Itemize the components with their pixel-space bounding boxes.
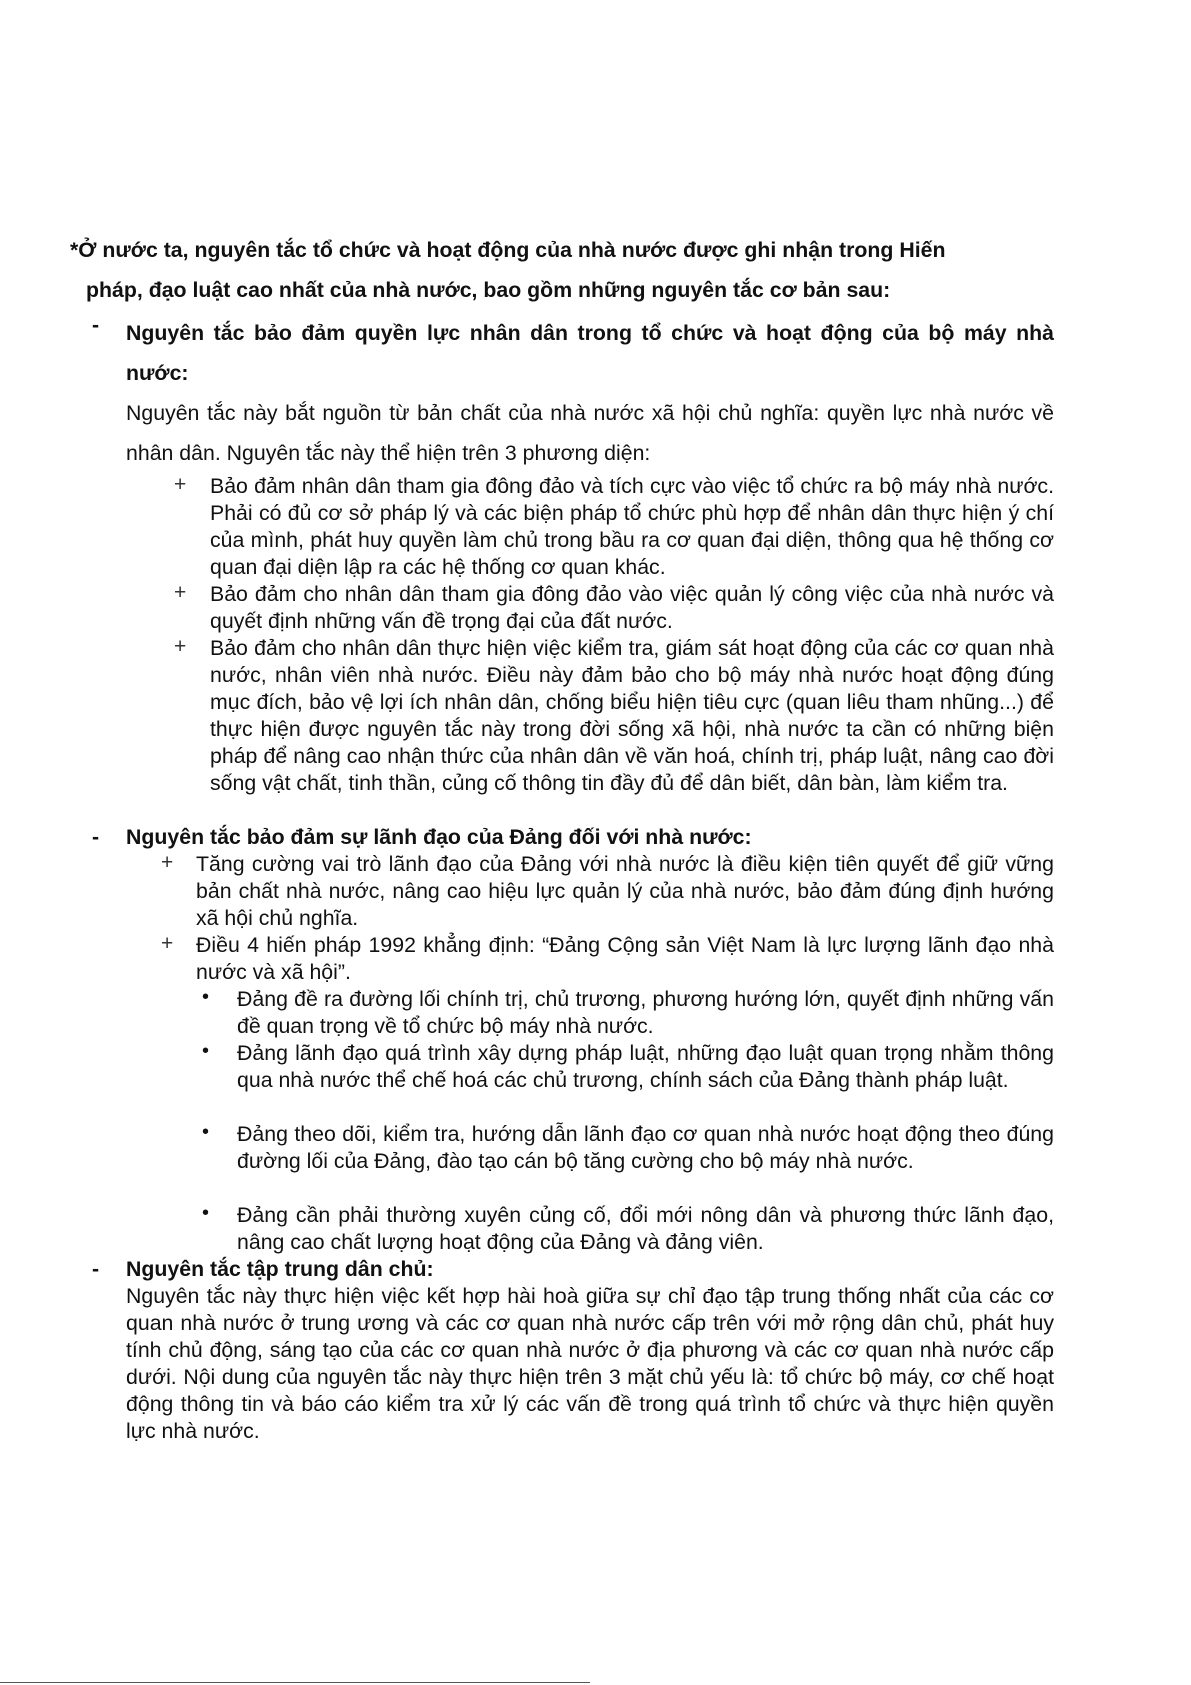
- section1-item-1-marker: +: [174, 473, 187, 496]
- intro-paragraph: [70, 230, 1055, 310]
- section1-item-2: Bảo đảm cho nhân dân tham gia đông đảo vào việc quản lý công việc của nhà nước và quyết định những vấn đề trọng đại của đất nước.: [210, 582, 1054, 633]
- section2-subitem-3-marker: •: [202, 1121, 210, 1143]
- section1-bullet: -: [92, 313, 100, 337]
- section1-item-3: Bảo đảm cho nhân dân thực hiện việc kiểm tra, giám sát hoạt động của các cơ quan nhà nước, nhân viên nhà nước. Điều này đảm bảo cho bộ máy nhà nước hoạt động đúng mục đích, bảo vệ lợi ích nhân dân, chống biểu hiện tiêu cực (quan liêu tham nhũng...) để thực hiện được nguyên tắc này trong đời sống xã hội, nhà nước ta cần có những biện pháp để nâng cao nhận thức của nhân dân về văn hoá, chính trị, pháp luật, nâng cao đời sống vật chất, tinh thần, củng cố thông tin đầy đủ để dân biết, dân bàn, làm kiểm tra.: [210, 636, 1054, 795]
- section1-body: Nguyên tắc này bắt nguồn từ bản chất của nhà nước xã hội chủ nghĩa: quyền lực nhà nước về nhân dân. Nguyên tắc này thể hiện trên 3 phương diện:: [126, 401, 1054, 465]
- section3-bullet: -: [92, 1257, 100, 1281]
- section2-subitem-1: Đảng đề ra đường lối chính trị, chủ trương, phương hướng lớn, quyết định những vấn đề quan trọng về tổ chức bộ máy nhà nước.: [237, 987, 1054, 1038]
- section1-item-3-marker: +: [174, 635, 187, 658]
- section3-body: Nguyên tắc này thực hiện việc kết hợp hài hoà giữa sự chỉ đạo tập trung thống nhất của các cơ quan nhà nước ở trung ương và các cơ quan nhà nước cấp trên với mở rộng dân chủ, phát huy tính chủ động, sáng tạo của các cơ quan nhà nước ở địa phương và các cơ quan nhà nước cấp dưới. Nội dung của nguyên tắc này thực hiện trên 3 mặt chủ yếu là: tổ chức bộ máy, cơ chế hoạt động thông tin và báo cáo kiểm tra xử lý các vấn đề trong quá trình tổ chức và thực hiện quyền lực nhà nước.: [126, 1284, 1054, 1443]
- section2-item-2: Điều 4 hiến pháp 1992 khẳng định: “Đảng Cộng sản Việt Nam là lực lượng lãnh đạo nhà nước và xã hội”.: [196, 933, 1054, 984]
- section2-subitem-1-marker: •: [202, 986, 210, 1008]
- section2-subitem-2: Đảng lãnh đạo quá trình xây dựng pháp luật, những đạo luật quan trọng nhằm thông qua nhà nước thể chế hoá các chủ trương, chính sách của Đảng thành pháp luật.: [237, 1041, 1054, 1092]
- section1-item-1: Bảo đảm nhân dân tham gia đông đảo và tích cực vào việc tổ chức ra bộ máy nhà nước. Phải có đủ cơ sở pháp lý và các biện pháp tổ chức phù hợp để nhân dân thực hiện ý chí của mình, phát huy quyền làm chủ trong bầu ra cơ quan đại diện, thông qua hệ thống cơ quan đại diện lập ra các hệ thống cơ quan khác.: [210, 474, 1054, 579]
- footer-divider: [0, 1682, 590, 1683]
- intro-line-1: *Ở nước ta, nguyên tắc tổ chức và hoạt động của nhà nước được ghi nhận trong Hiến: [70, 238, 946, 262]
- section3-heading: Nguyên tắc tập trung dân chủ:: [126, 1257, 434, 1281]
- section2-item-1-marker: +: [161, 851, 174, 874]
- section2-subitem-2-marker: •: [202, 1040, 210, 1062]
- intro-line-2: pháp, đạo luật cao nhất của nhà nước, bao gồm những nguyên tắc cơ bản sau:: [86, 278, 891, 302]
- section2-subitem-3: Đảng theo dõi, kiểm tra, hướng dẫn lãnh đạo cơ quan nhà nước hoạt động theo đúng đường lối của Đảng, đào tạo cán bộ tăng cường cho bộ máy nhà nước.: [237, 1122, 1054, 1173]
- section2-bullet: -: [92, 825, 100, 849]
- section1-item-2-marker: +: [174, 581, 187, 604]
- section2-subitem-4: Đảng cần phải thường xuyên củng cố, đổi mới nông dân và phương thức lãnh đạo, nâng cao chất lượng hoạt động của Đảng và đảng viên.: [237, 1203, 1054, 1254]
- section2-item-1: Tăng cường vai trò lãnh đạo của Đảng với nhà nước là điều kiện tiên quyết để giữ vững bản chất nhà nước, nâng cao hiệu lực quản lý của nhà nước, bảo đảm đúng định hướng xã hội chủ nghĩa.: [196, 852, 1054, 930]
- section2-item-2-marker: +: [161, 932, 174, 955]
- section1-heading: Nguyên tắc bảo đảm quyền lực nhân dân trong tổ chức và hoạt động của bộ máy nhà nước:: [126, 321, 1054, 385]
- section2-subitem-4-marker: •: [202, 1202, 210, 1224]
- section2-heading: Nguyên tắc bảo đảm sự lãnh đạo của Đảng đối với nhà nước:: [126, 825, 752, 849]
